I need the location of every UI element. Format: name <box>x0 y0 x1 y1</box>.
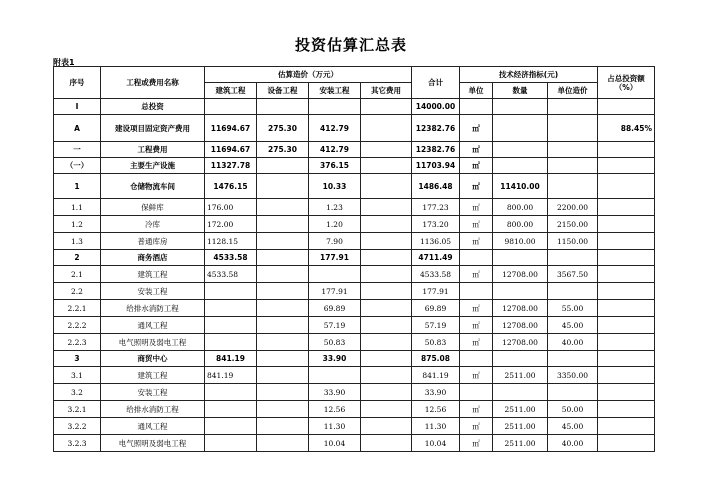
table-row <box>54 266 655 283</box>
cell-other <box>361 115 412 142</box>
page-title: 投资估算汇总表 <box>294 36 407 54</box>
cell-equipment <box>257 367 309 384</box>
cell-installation: 1.20 <box>309 216 361 233</box>
table-row <box>54 435 655 452</box>
cell-seq: 2.2.3 <box>54 334 101 351</box>
cell-equipment <box>257 384 309 401</box>
cell-unit: ㎡ <box>460 174 493 199</box>
cell-total: 10.04 <box>412 435 460 452</box>
cell-installation: 10.33 <box>309 174 361 199</box>
cell-equipment <box>257 401 309 418</box>
cell-ratio <box>598 99 655 115</box>
cell-other <box>361 250 412 266</box>
cell-construction: 11694.67 <box>205 115 257 142</box>
cell-seq: 一 <box>54 142 101 158</box>
cell-installation: 11.30 <box>309 418 361 435</box>
cell-equipment <box>257 174 309 199</box>
cell-total: 875.08 <box>412 351 460 367</box>
cell-equipment <box>257 300 309 317</box>
header-equipment: 设备工程 <box>257 83 309 99</box>
table-label: 附表1 <box>53 58 75 67</box>
cell-total: 177.91 <box>412 283 460 300</box>
cell-name: 通风工程 <box>101 418 205 435</box>
cell-ratio <box>598 142 655 158</box>
table-row <box>54 367 655 384</box>
cell-equipment <box>257 351 309 367</box>
table-row <box>54 300 655 317</box>
header-total: 合计 <box>412 67 460 99</box>
cell-quantity <box>493 384 548 401</box>
cell-installation <box>309 367 361 384</box>
cell-ratio <box>598 300 655 317</box>
cell-name: 给排水消防工程 <box>101 300 205 317</box>
cell-installation: 412.79 <box>309 142 361 158</box>
cell-other <box>361 99 412 115</box>
cell-construction <box>205 300 257 317</box>
cell-total: 69.89 <box>412 300 460 317</box>
cell-name: 仓储物流车间 <box>101 174 205 199</box>
cell-unit-price: 40.00 <box>548 334 598 351</box>
cell-unit-price: 45.00 <box>548 317 598 334</box>
cell-seq: 2.2.1 <box>54 300 101 317</box>
cell-construction: 4533.58 <box>205 266 257 283</box>
cell-equipment <box>257 233 309 250</box>
cell-unit: ㎡ <box>460 115 493 142</box>
cell-unit: ㎡ <box>460 233 493 250</box>
cell-unit-price <box>548 174 598 199</box>
table-row <box>54 283 655 300</box>
cell-unit-price <box>548 384 598 401</box>
header-unit-price: 单位造价 <box>548 83 598 99</box>
cell-unit: ㎡ <box>460 199 493 216</box>
cell-ratio <box>598 351 655 367</box>
cell-construction: 1128.15 <box>205 233 257 250</box>
cell-installation: 57.19 <box>309 317 361 334</box>
header-indicator-group: 技术经济指标(元) <box>460 67 598 83</box>
header-investment-group: 估算造价（万元） <box>205 67 412 83</box>
cell-seq: 1.2 <box>54 216 101 233</box>
cell-ratio <box>598 216 655 233</box>
cell-other <box>361 418 412 435</box>
cell-unit: ㎡ <box>460 401 493 418</box>
cell-seq: 3.1 <box>54 367 101 384</box>
cell-other <box>361 334 412 351</box>
table-row <box>54 317 655 334</box>
table-row <box>54 401 655 418</box>
cell-seq: 1.3 <box>54 233 101 250</box>
cell-construction <box>205 418 257 435</box>
cell-construction <box>205 283 257 300</box>
cell-ratio <box>598 334 655 351</box>
cell-other <box>361 367 412 384</box>
cell-seq: Ⅰ <box>54 99 101 115</box>
cell-equipment <box>257 216 309 233</box>
cell-name: 安装工程 <box>101 283 205 300</box>
cell-name: 电气照明及弱电工程 <box>101 334 205 351</box>
cell-quantity: 9810.00 <box>493 233 548 250</box>
cell-ratio <box>598 250 655 266</box>
cell-installation: 33.90 <box>309 384 361 401</box>
cell-other <box>361 266 412 283</box>
cell-quantity: 12708.00 <box>493 334 548 351</box>
cell-installation: 1.23 <box>309 199 361 216</box>
cell-unit: ㎡ <box>460 300 493 317</box>
cell-equipment <box>257 99 309 115</box>
cell-total: 12.56 <box>412 401 460 418</box>
cell-construction <box>205 334 257 351</box>
cell-quantity <box>493 283 548 300</box>
cell-total: 177.23 <box>412 199 460 216</box>
cell-quantity <box>493 115 548 142</box>
cell-equipment <box>257 435 309 452</box>
cell-unit-price: 50.00 <box>548 401 598 418</box>
cell-construction <box>205 99 257 115</box>
cell-seq: 2.1 <box>54 266 101 283</box>
cell-equipment <box>257 283 309 300</box>
cell-installation: 12.56 <box>309 401 361 418</box>
header-name: 工程或费用名称 <box>101 67 205 99</box>
cell-unit-price: 40.00 <box>548 435 598 452</box>
cell-construction <box>205 435 257 452</box>
cell-unit: ㎡ <box>460 435 493 452</box>
cell-quantity: 800.00 <box>493 216 548 233</box>
cell-other <box>361 142 412 158</box>
cell-ratio <box>598 367 655 384</box>
table-row <box>54 351 655 367</box>
cell-ratio <box>598 283 655 300</box>
cell-unit-price <box>548 351 598 367</box>
cell-installation: 33.90 <box>309 351 361 367</box>
cell-unit-price <box>548 158 598 174</box>
table-row <box>54 233 655 250</box>
cell-installation <box>309 99 361 115</box>
cell-seq: 2.2 <box>54 283 101 300</box>
cell-ratio <box>598 158 655 174</box>
table-row <box>54 199 655 216</box>
cell-unit: ㎡ <box>460 418 493 435</box>
cell-unit: ㎡ <box>460 216 493 233</box>
cell-quantity <box>493 250 548 266</box>
cell-unit: ㎡ <box>460 266 493 283</box>
cell-ratio <box>598 199 655 216</box>
cell-name: 给排水消防工程 <box>101 401 205 418</box>
header-construction: 建筑工程 <box>205 83 257 99</box>
cell-other <box>361 158 412 174</box>
cell-total: 4533.58 <box>412 266 460 283</box>
cell-construction: 1476.15 <box>205 174 257 199</box>
cell-seq: 3.2.2 <box>54 418 101 435</box>
cell-construction: 4533.58 <box>205 250 257 266</box>
cell-other <box>361 351 412 367</box>
cell-name: 电气照明及弱电工程 <box>101 435 205 452</box>
cell-quantity: 800.00 <box>493 199 548 216</box>
cell-installation: 10.04 <box>309 435 361 452</box>
cell-other <box>361 174 412 199</box>
cell-ratio <box>598 317 655 334</box>
cell-total: 841.19 <box>412 367 460 384</box>
cell-total: 11703.94 <box>412 158 460 174</box>
cell-other <box>361 435 412 452</box>
cell-quantity: 2511.00 <box>493 367 548 384</box>
cell-unit-price: 1150.00 <box>548 233 598 250</box>
cell-unit-price: 55.00 <box>548 300 598 317</box>
cell-unit-price: 2150.00 <box>548 216 598 233</box>
cell-equipment <box>257 266 309 283</box>
cell-quantity <box>493 158 548 174</box>
cell-unit <box>460 384 493 401</box>
cell-equipment <box>257 317 309 334</box>
cell-unit-price <box>548 250 598 266</box>
cell-construction <box>205 401 257 418</box>
header-ratio: 占总投资额 （%） <box>598 67 655 99</box>
cell-name: 工程费用 <box>101 142 205 158</box>
header-seq: 序号 <box>54 67 101 99</box>
cell-installation: 69.89 <box>309 300 361 317</box>
cell-unit: ㎡ <box>460 142 493 158</box>
cell-total: 50.83 <box>412 334 460 351</box>
cell-installation: 376.15 <box>309 158 361 174</box>
header-unit: 单位 <box>460 83 493 99</box>
cell-total: 11.30 <box>412 418 460 435</box>
cell-construction <box>205 384 257 401</box>
cell-seq: 3.2.1 <box>54 401 101 418</box>
cell-unit-price: 2200.00 <box>548 199 598 216</box>
header-installation: 安装工程 <box>309 83 361 99</box>
cell-equipment: 275.30 <box>257 115 309 142</box>
cell-unit-price <box>548 99 598 115</box>
cell-equipment <box>257 250 309 266</box>
cell-unit-price <box>548 115 598 142</box>
cell-seq: 3.2 <box>54 384 101 401</box>
cell-quantity <box>493 99 548 115</box>
cell-other <box>361 317 412 334</box>
cell-total: 173.20 <box>412 216 460 233</box>
cell-seq: 1.1 <box>54 199 101 216</box>
cell-name: 保鲜库 <box>101 199 205 216</box>
cell-other <box>361 384 412 401</box>
cell-unit-price <box>548 142 598 158</box>
cell-equipment <box>257 199 309 216</box>
header-quantity: 数量 <box>493 83 548 99</box>
cell-name: 普通库房 <box>101 233 205 250</box>
cell-construction <box>205 317 257 334</box>
table-row <box>54 418 655 435</box>
table-row <box>54 216 655 233</box>
cell-other <box>361 401 412 418</box>
cell-installation: 177.91 <box>309 283 361 300</box>
cell-quantity: 2511.00 <box>493 435 548 452</box>
cell-unit-price: 3350.00 <box>548 367 598 384</box>
cell-installation <box>309 266 361 283</box>
cell-total: 12382.76 <box>412 142 460 158</box>
cell-equipment <box>257 334 309 351</box>
table-row <box>54 174 655 199</box>
cell-seq: 3.2.3 <box>54 435 101 452</box>
cell-seq: 3 <box>54 351 101 367</box>
cell-name: 通风工程 <box>101 317 205 334</box>
cell-unit <box>460 351 493 367</box>
cell-name: 建筑工程 <box>101 266 205 283</box>
cell-name: 商贸中心 <box>101 351 205 367</box>
cell-quantity: 12708.00 <box>493 266 548 283</box>
cell-ratio <box>598 418 655 435</box>
cell-name: 建筑工程 <box>101 367 205 384</box>
cell-unit: ㎡ <box>460 367 493 384</box>
table-row <box>54 384 655 401</box>
cell-ratio <box>598 174 655 199</box>
cell-unit: ㎡ <box>460 334 493 351</box>
cell-quantity: 2511.00 <box>493 401 548 418</box>
cell-name: 安装工程 <box>101 384 205 401</box>
cell-total: 14000.00 <box>412 99 460 115</box>
cell-unit-price: 45.00 <box>548 418 598 435</box>
cell-unit: ㎡ <box>460 158 493 174</box>
cell-ratio <box>598 384 655 401</box>
cell-equipment: 275.30 <box>257 142 309 158</box>
cell-construction: 11327.78 <box>205 158 257 174</box>
cell-quantity: 2511.00 <box>493 418 548 435</box>
cell-ratio <box>598 233 655 250</box>
cell-total: 1136.05 <box>412 233 460 250</box>
cell-unit <box>460 283 493 300</box>
cell-construction: 176.00 <box>205 199 257 216</box>
cell-ratio <box>598 401 655 418</box>
cell-installation: 412.79 <box>309 115 361 142</box>
cell-unit: ㎡ <box>460 317 493 334</box>
header-other: 其它费用 <box>361 83 412 99</box>
cell-quantity <box>493 351 548 367</box>
cell-unit <box>460 99 493 115</box>
cell-equipment <box>257 418 309 435</box>
cell-construction: 11694.67 <box>205 142 257 158</box>
table-row <box>54 334 655 351</box>
cell-other <box>361 283 412 300</box>
cell-unit-price: 3567.50 <box>548 266 598 283</box>
cell-construction: 172.00 <box>205 216 257 233</box>
cell-installation: 7.90 <box>309 233 361 250</box>
cell-quantity <box>493 142 548 158</box>
cell-seq: 2 <box>54 250 101 266</box>
cell-name: 商务酒店 <box>101 250 205 266</box>
cell-installation: 50.83 <box>309 334 361 351</box>
cell-construction: 841.19 <box>205 367 257 384</box>
cell-other <box>361 216 412 233</box>
cell-seq: （一） <box>54 158 101 174</box>
table-row <box>54 158 655 174</box>
cell-name: 冷库 <box>101 216 205 233</box>
cell-quantity: 11410.00 <box>493 174 548 199</box>
cell-unit-price <box>548 283 598 300</box>
cell-total: 33.90 <box>412 384 460 401</box>
cell-unit <box>460 250 493 266</box>
table-row <box>54 142 655 158</box>
cell-quantity: 12708.00 <box>493 317 548 334</box>
cell-name: 主要生产设施 <box>101 158 205 174</box>
table-row <box>54 250 655 266</box>
cell-other <box>361 199 412 216</box>
cell-other <box>361 300 412 317</box>
cell-name: 建设项目固定资产费用 <box>101 115 205 142</box>
cell-total: 12382.76 <box>412 115 460 142</box>
cell-quantity: 12708.00 <box>493 300 548 317</box>
cell-total: 1486.48 <box>412 174 460 199</box>
cell-name: 总投资 <box>101 99 205 115</box>
table-row <box>54 99 655 115</box>
cell-total: 4711.49 <box>412 250 460 266</box>
cell-installation: 177.91 <box>309 250 361 266</box>
cell-other <box>361 233 412 250</box>
cell-ratio <box>598 435 655 452</box>
cell-equipment <box>257 158 309 174</box>
cell-seq: 1 <box>54 174 101 199</box>
cell-ratio: 88.45% <box>598 115 655 142</box>
cell-construction: 841.19 <box>205 351 257 367</box>
cell-total: 57.19 <box>412 317 460 334</box>
table-row <box>54 115 655 142</box>
cell-seq: A <box>54 115 101 142</box>
investment-summary-table <box>53 66 655 452</box>
cell-seq: 2.2.2 <box>54 317 101 334</box>
cell-ratio <box>598 266 655 283</box>
